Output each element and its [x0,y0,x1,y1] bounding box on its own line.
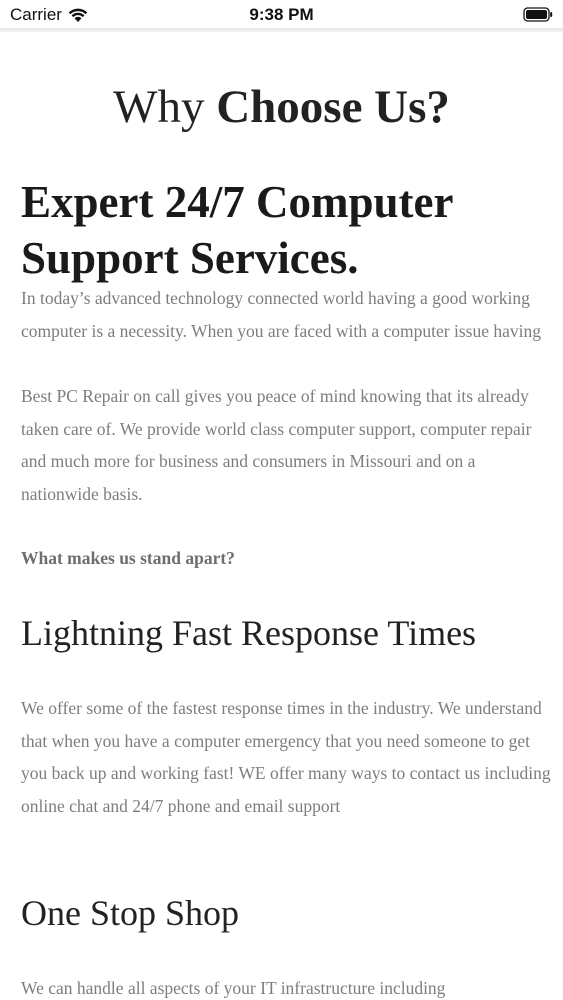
page-title-bold: Choose Us? [216,81,450,133]
status-time: 9:38 PM [249,5,314,24]
intro-paragraph-2: Best PC Repair on call gives you peace of mind knowing that its already taken care of. We provide world class computer support, computer repair and much more for business and consumers in Missouri and on a nationwide basis. [21,386,532,504]
section-heading-response-times: Lightning Fast Response Times [21,613,477,653]
stand-apart-subheading: What makes us stand apart? [21,548,235,568]
carrier-label: Carrier [10,5,62,24]
status-bar [0,0,563,30]
battery-icon [523,7,553,22]
section-text-response-times: We offer some of the fastest response times in the industry. We understand that when you have a computer emergency that you need someone to get you back up and working fast! WE offer many ways to contact us including online chat and 24/7 phone and email support [21,698,551,816]
section-text-one-stop-shop: We can handle all aspects of your IT infrastructure including [21,978,446,998]
hero-heading: Expert 24/7 Computer Support Services. [21,177,453,283]
page-content [0,32,563,1000]
intro-paragraph-1: In today’s advanced technology connected world having a good working computer is a necessity. When you are faced with a computer issue having [21,288,541,341]
section-heading-one-stop-shop: One Stop Shop [21,893,240,933]
page-title-normal: Why [113,81,217,133]
page-title [0,82,563,132]
